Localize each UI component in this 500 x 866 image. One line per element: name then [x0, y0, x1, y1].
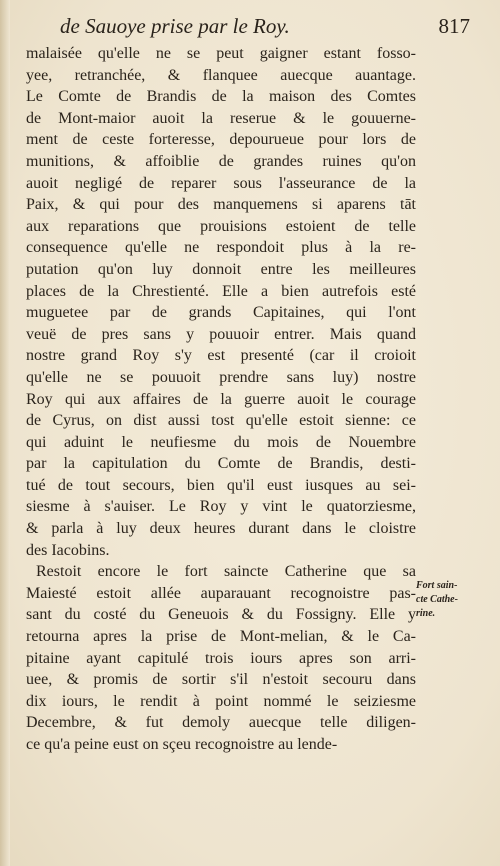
text-line: retourna apres la prise de Mont-melian, & le Ca- [26, 628, 416, 646]
text-line: ce qu'a peine eust on sçeu recognoistre au lende- [26, 736, 338, 753]
text-line: Decembre, & fut demoly auecque telle diligen- [26, 714, 416, 732]
text-line: putation qu'on luy donnoit entre les meilleures [26, 260, 416, 278]
text-line: Paix, & qui pour des manquemens si aparens tāt [26, 196, 416, 214]
text-line: qui aduint le neufiesme du mois de Nouembre [26, 433, 416, 451]
margin-note-line: rine. [416, 608, 436, 619]
text-line: ment de ceste forteresse, depourueue pour lors de [26, 131, 416, 149]
margin-note [416, 579, 498, 621]
text-line: places de la Chrestienté. Elle a bien autrefois esté [26, 282, 416, 300]
text-line: pitaine ayant capitulé trois iours apres son arri- [26, 649, 416, 667]
text-line: Restoit encore le fort saincte Catherine que sa [36, 563, 416, 581]
text-line: veuë de pres sans y pouuoir entrer. Mais quand [26, 325, 416, 343]
text-line: qu'elle ne se pouuoit prendre sans luy) nostre [26, 368, 416, 386]
margin-note-line: cte Cathe- [416, 594, 458, 605]
text-line: yee, retranchée, & flanquee auecque auantage. [26, 66, 416, 84]
text-line: muguetee par de grands Capitaines, qui l'ont [26, 304, 416, 322]
text-line: siesme à s'auiser. Le Roy y vint le quatorziesme, [26, 498, 416, 516]
text-line: aux reparations que prouisions estoient de telle [26, 217, 416, 235]
text-line: munitions, & affoiblie de grandes ruines qu'on [26, 152, 416, 170]
text-line: par la capitulation du Comte de Brandis, desti- [26, 455, 416, 473]
margin-note-line: Fort sain- [416, 580, 458, 591]
text-line: Le Comte de Brandis de la maison des Comtes [26, 88, 416, 106]
text-line: tué de tout secours, bien qu'il eust iusques au sei- [26, 476, 416, 494]
text-line: des Iacobins. [26, 541, 110, 559]
text-line: auoit negligé de reparer sous l'asseurance de la [26, 174, 416, 192]
text-line: nostre grand Roy s'y est presenté (car il croioit [26, 347, 416, 365]
text-line: dix iours, le rendit à point nommé le seiziesme [26, 692, 416, 710]
text-line: de Cyrus, on dist aussi tost qu'elle estoit sienne: ce [26, 412, 416, 430]
text-line: malaisée qu'elle ne se peut gaigner estant fosso- [26, 45, 416, 62]
text-line: Roy qui aux affaires de la guerre auoit le courage [26, 390, 416, 408]
text-line: Maiesté estoit allée auparauant recognoistre pas- [26, 584, 416, 602]
text-line: & parla à luy deux heures durant dans le cloistre [26, 520, 416, 538]
page-header [60, 14, 480, 42]
running-title: de Sauoye prise par le Roy. [60, 14, 290, 38]
page-number: 817 [438, 14, 470, 38]
page-gutter [0, 0, 10, 866]
text-line: de Mont-maior auoit la reserue & le gouuerne- [26, 109, 416, 127]
text-line: sant du costé du Geneuois & du Fossigny. Elle y [26, 606, 416, 624]
text-line: uee, & promis de sortir s'il n'estoit secouru dans [26, 671, 416, 689]
text-line: consequence qu'elle ne respondoit plus à la re- [26, 239, 416, 257]
body-text [26, 43, 416, 756]
